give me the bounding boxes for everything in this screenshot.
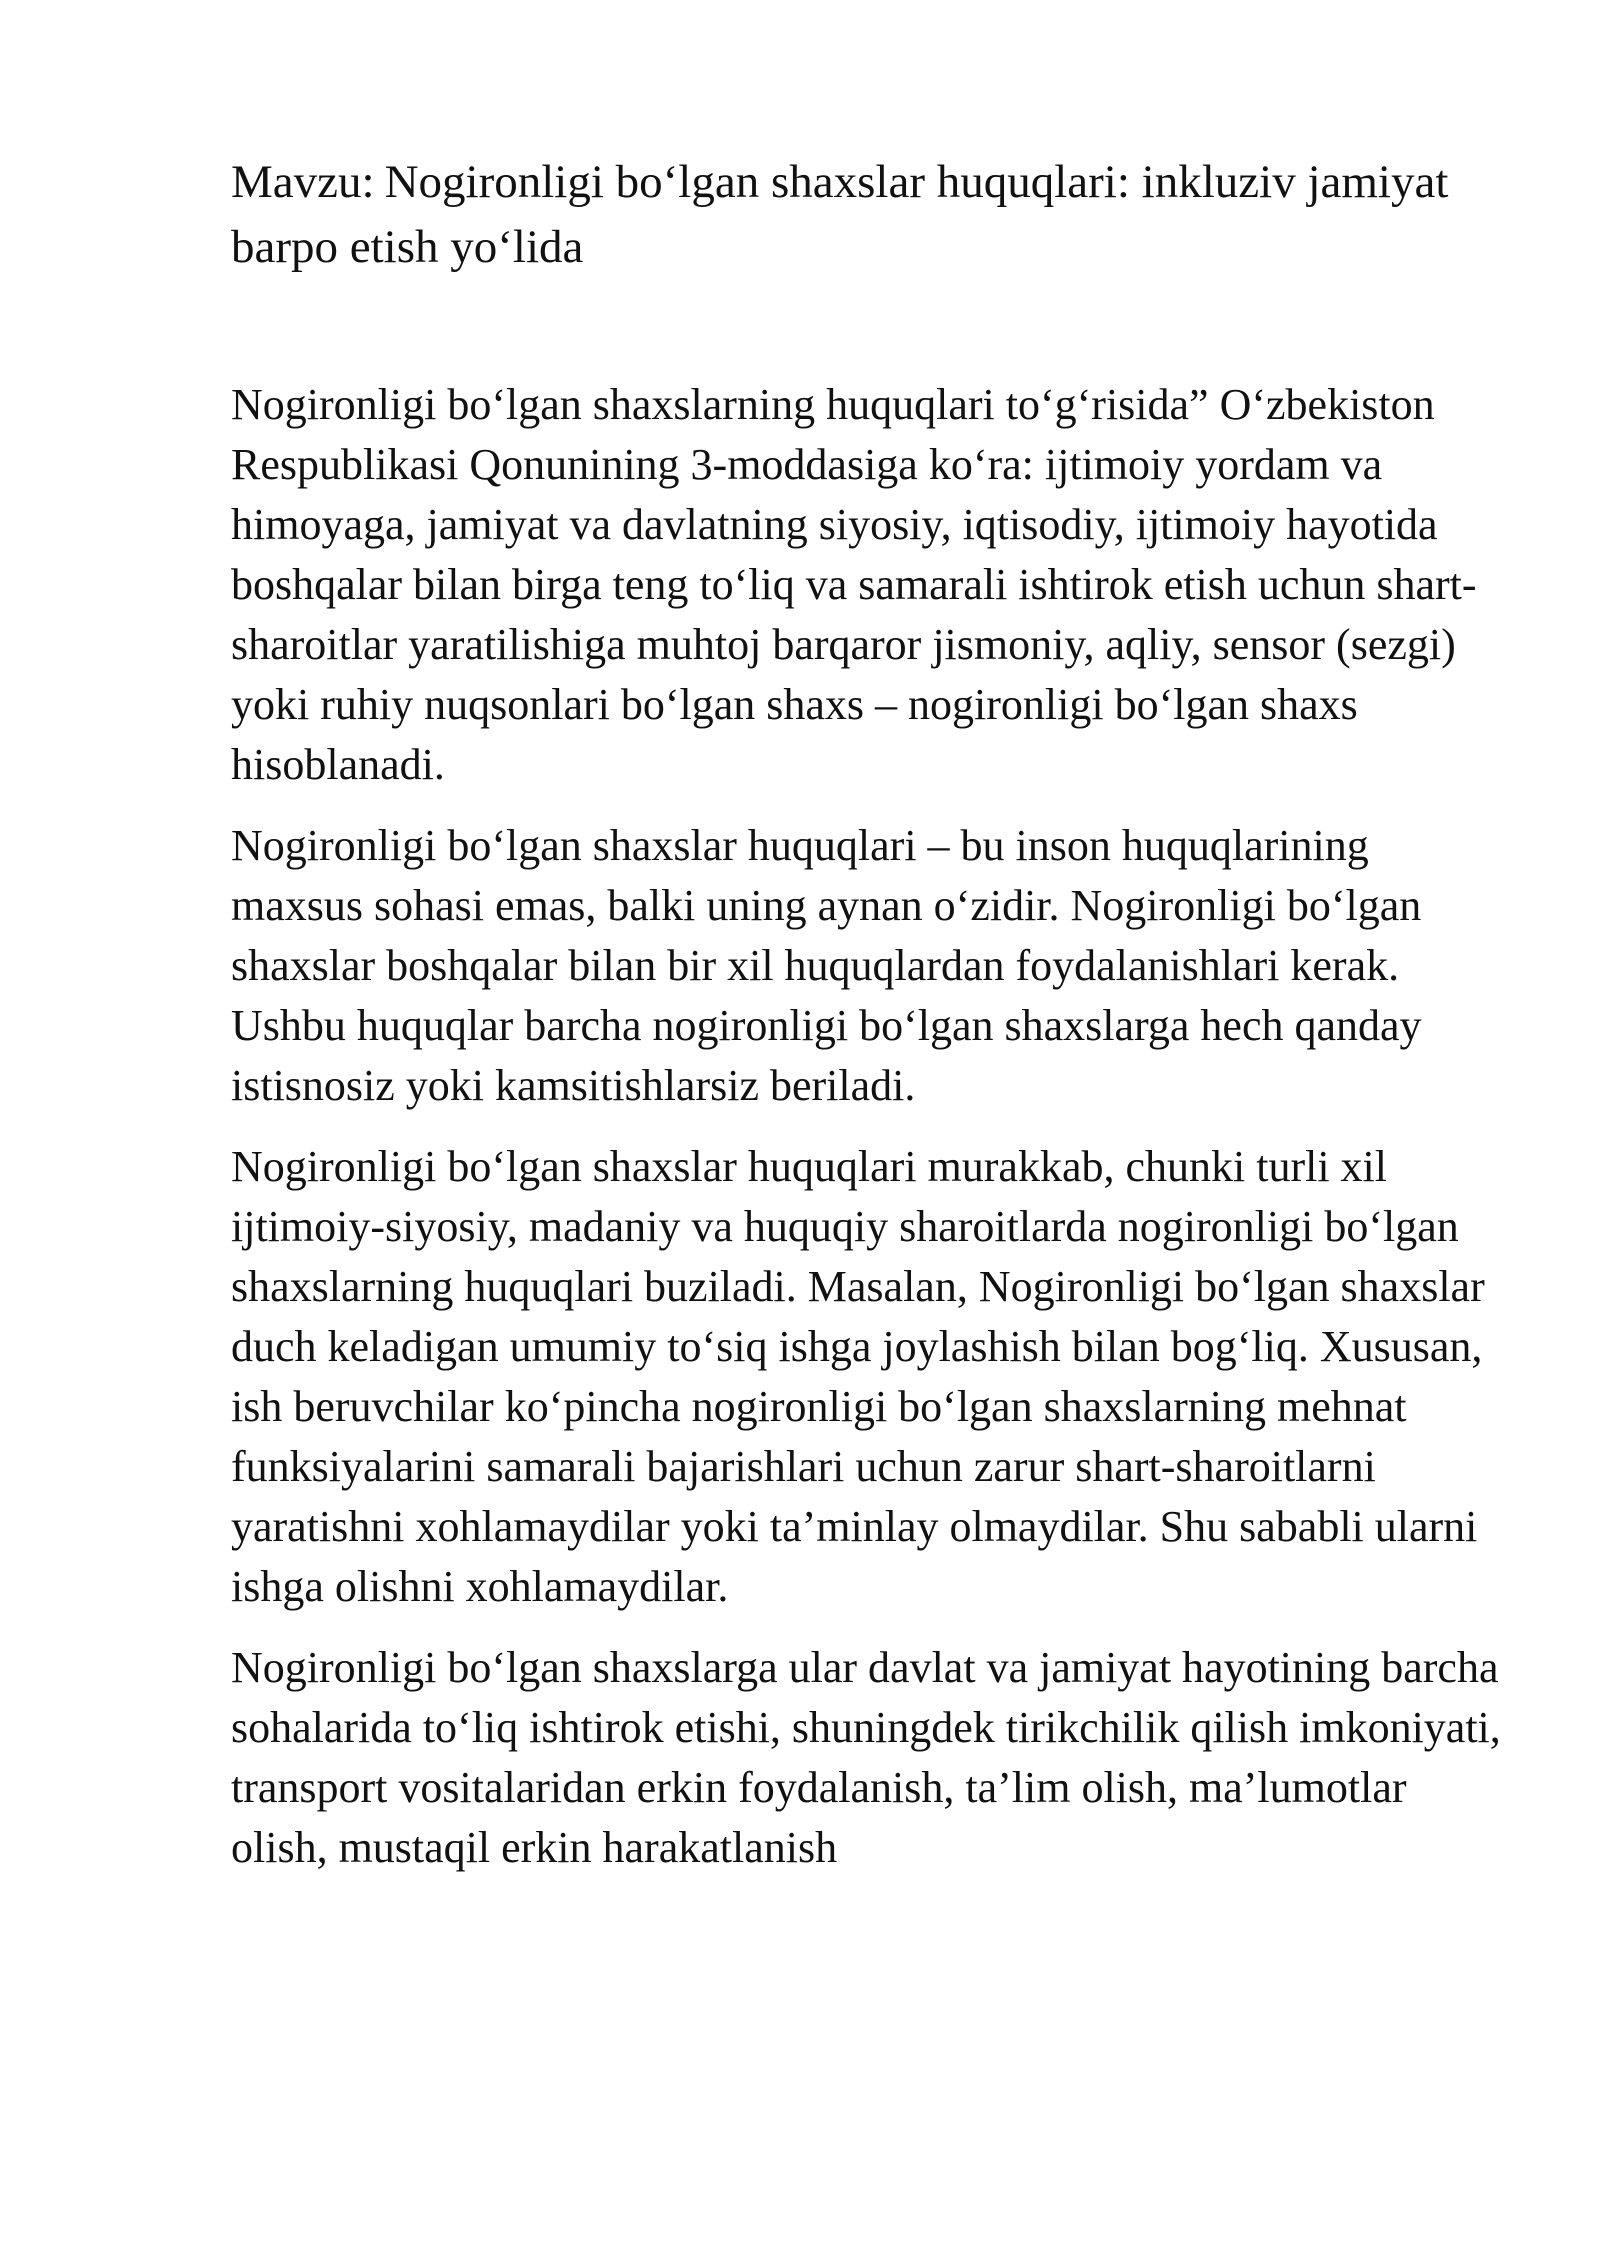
page-title — [231, 150, 1501, 280]
paragraph-4: Nogironligi bo‘lgan shaxslarga ular davlat va jamiyat hayotining barcha sohalarida to‘liq ishtirok etishi, shuningdek tirikchilik qilish imkoniyati, transport vositalaridan erkin foydalanish, ta’lim olish, ma’lumotlar olish, mustaqil erkin harakatlanish — [231, 1643, 1501, 1872]
paragraph-1: Nogironligi bo‘lgan shaxslarning huquqlari to‘g‘risida” O‘zbekiston Respublikasi Qonunining 3-moddasiga ko‘ra: ijtimoiy yordam va himoyaga, jamiyat va davlatning siyosiy, iqtisodiy, ijtimoiy hayotida boshqalar bilan birga teng to‘liq va samarali ishtirok etish uchun shart-sharoitlar yaratilishiga muhtoj barqaror jismoniy, aqliy, sensor (sezgi) yoki ruhiy nuqsonlari bo‘lgan shaxs – nogironligi bo‘lgan shaxs hisoblanadi. — [231, 380, 1477, 789]
document-body — [231, 150, 1501, 1878]
paragraph-2: Nogironligi bo‘lgan shaxslar huquqlari – bu inson huquqlarining maxsus sohasi emas, balki uning aynan o‘zidir. Nogironligi bo‘lgan shaxslar boshqalar bilan bir xil huquqlardan foydalanishlari kerak. Ushbu huquqlar barcha nogironligi bo‘lgan shaxslarga hech qanday istisnosiz yoki kamsitishlarsiz beriladi. — [231, 821, 1422, 1110]
title-label: Mavzu: — [231, 156, 375, 208]
paragraph-3: Nogironligi bo‘lgan shaxslar huquqlari murakkab, chunki turli xil ijtimoiy-siyosiy, madaniy va huquqiy sharoitlarda nogironligi bo‘lgan shaxslarning huquqlari buziladi. Masalan, Nogironligi bo‘lgan shaxslar duch keladigan umumiy to‘siq ishga joylashish bilan bog‘liq. Xususan, ish beruvchilar ko‘pincha nogironligi bo‘lgan shaxslarning mehnat funksiyalarini samarali bajarishlari uchun zarur shart-sharoitlarni yaratishni xohlamaydilar yoki ta’minlay olmaydilar. Shu sababli ularni ishga olishni xohlamaydilar. — [231, 1142, 1485, 1611]
title-text: Nogironligi bo‘lgan shaxslar huquqlari: inkluziv jamiyat barpo etish yo‘lida — [231, 156, 1449, 273]
